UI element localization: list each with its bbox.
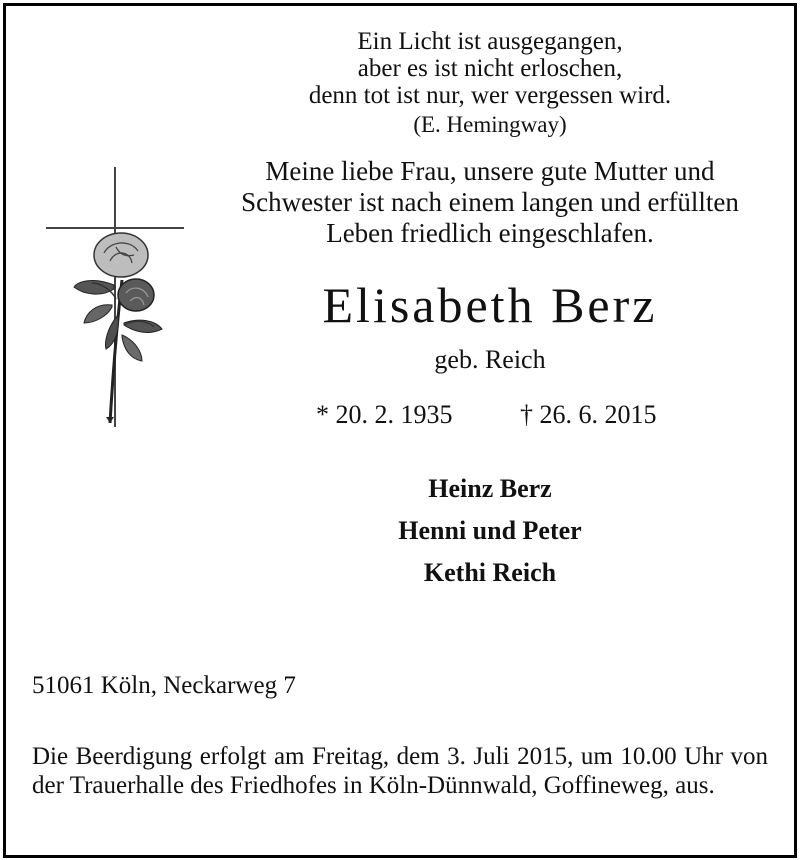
intro-line: Leben friedlich eingeschlafen. [326, 218, 654, 248]
quote-line: Ein Licht ist ausgegangen, [357, 28, 623, 55]
death-date: † 26. 6. 2015 [520, 400, 657, 429]
quote-line: denn tot ist nur, wer vergessen wird. [308, 82, 672, 109]
hemingway-quote [180, 28, 800, 109]
mourner-name: Heinz Berz [428, 474, 552, 503]
mourner-name: Kethi Reich [423, 558, 557, 587]
intro-line: Schwester ist nach einem langen und erfüllten [241, 187, 739, 217]
funeral-notice: Die Beerdigung erfolgt am Freitag, dem 3. Juli 2015, um 10.00 Uhr von der Trauerhalle des Friedhofes in Köln-Dünnwald, Goffineweg, aus. [32, 743, 768, 799]
intro-text [180, 156, 800, 249]
cross-with-rose-icon [44, 165, 184, 430]
intro-line: Meine liebe Frau, unsere gute Mutter und [265, 156, 715, 186]
birth-date: * 20. 2. 1935 [316, 400, 453, 429]
maiden-name: geb. Reich [434, 345, 546, 374]
quote-author: (E. Hemingway) [413, 112, 567, 137]
mourner-name: Henni und Peter [398, 516, 582, 545]
quote-line: aber es ist nicht erloschen, [357, 55, 623, 82]
mourners-list [180, 472, 800, 598]
deceased-name: Elisabeth Berz [322, 277, 658, 333]
family-address: 51061 Köln, Neckarweg 7 [32, 672, 296, 699]
